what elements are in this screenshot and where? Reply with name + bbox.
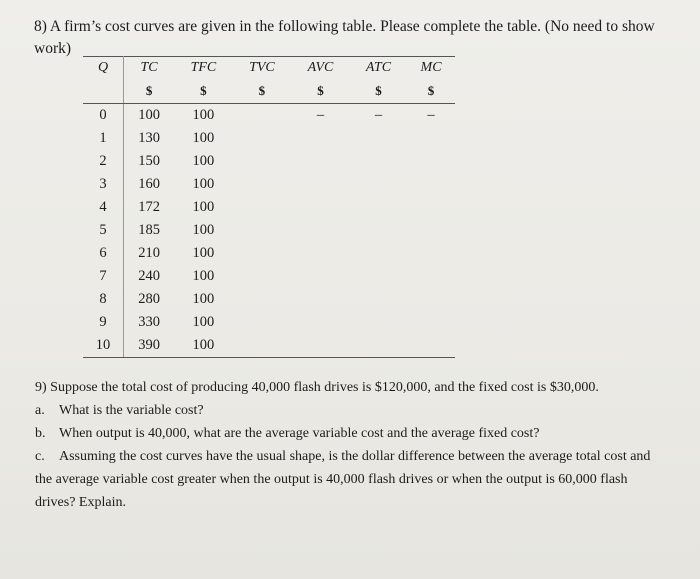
header-q: Q — [83, 57, 124, 80]
cell-avc — [291, 196, 350, 219]
table-row — [83, 334, 455, 358]
cell-atc — [350, 242, 407, 265]
cost-table-container — [83, 56, 455, 358]
cell-avc — [291, 288, 350, 311]
question-8-text: 8) A firm’s cost curves are given in the following table. Please complete the table. (No need to show work) — [34, 18, 655, 57]
cell-atc — [350, 265, 407, 288]
cell-q: 5 — [83, 219, 124, 242]
cost-table — [83, 56, 455, 358]
unit-tc: $ — [124, 79, 175, 104]
header-tvc: TVC — [233, 57, 292, 80]
cell-tc: 100 — [138, 107, 160, 123]
cell-atc: – — [374, 107, 383, 123]
header-tc: TC — [124, 57, 175, 80]
table-row — [83, 288, 455, 311]
cell-q: 4 — [83, 196, 124, 219]
cell-q: 10 — [83, 334, 124, 358]
cell-atc — [350, 150, 407, 173]
cell-atc — [350, 219, 407, 242]
cell-tvc — [233, 265, 292, 288]
cell-tvc — [233, 334, 292, 358]
cell-tvc — [233, 196, 292, 219]
cell-tfc: 100 — [192, 107, 215, 123]
cell-tc: 130 — [138, 130, 160, 146]
cell-tfc: 100 — [192, 176, 215, 192]
cell-tc: 240 — [138, 268, 160, 284]
cell-avc — [291, 150, 350, 173]
cell-mc — [407, 173, 455, 196]
cell-tvc — [233, 104, 292, 128]
cell-tfc: 100 — [192, 291, 215, 307]
cell-avc — [291, 173, 350, 196]
cell-atc — [350, 334, 407, 358]
cell-tfc: 100 — [192, 314, 215, 330]
unit-atc: $ — [350, 79, 407, 104]
cell-tc: 330 — [138, 314, 160, 330]
table-row — [83, 219, 455, 242]
question-9b — [35, 422, 660, 445]
cell-tfc: 100 — [192, 199, 215, 215]
table-row — [83, 196, 455, 219]
header-avc: AVC — [291, 57, 350, 80]
cell-q: 9 — [83, 311, 124, 334]
cell-q: 2 — [83, 150, 124, 173]
cell-tvc — [233, 173, 292, 196]
cell-avc — [291, 127, 350, 150]
cell-atc — [350, 288, 407, 311]
cell-mc — [407, 242, 455, 265]
table-row — [83, 104, 455, 128]
unit-tvc: $ — [233, 79, 292, 104]
question-9b-text: When output is 40,000, what are the average variable cost and the average fixed cost? — [59, 426, 540, 441]
cell-mc — [407, 219, 455, 242]
cell-tvc — [233, 127, 292, 150]
cell-tfc: 100 — [192, 222, 215, 238]
cell-tfc: 100 — [192, 130, 215, 146]
cell-tc: 210 — [138, 245, 160, 261]
cell-avc — [291, 265, 350, 288]
table-row — [83, 311, 455, 334]
cell-avc: – — [316, 107, 325, 123]
cell-mc — [407, 196, 455, 219]
cell-q: 6 — [83, 242, 124, 265]
cell-tfc: 100 — [192, 153, 215, 169]
cell-q: 1 — [83, 127, 124, 150]
cell-q: 0 — [83, 104, 124, 128]
table-body — [83, 104, 455, 358]
header-tfc: TFC — [174, 57, 233, 80]
cell-tc: 185 — [138, 222, 160, 238]
question-9b-label: b. — [35, 426, 46, 441]
table-units-row — [83, 79, 455, 104]
question-9a — [35, 399, 660, 422]
table-row — [83, 242, 455, 265]
header-atc: ATC — [350, 57, 407, 80]
question-9c — [35, 445, 660, 514]
cell-mc — [407, 127, 455, 150]
cell-atc — [350, 127, 407, 150]
header-mc: MC — [407, 57, 455, 80]
cell-tc: 280 — [138, 291, 160, 307]
cell-tc: 150 — [138, 153, 160, 169]
cell-tvc — [233, 288, 292, 311]
cell-tvc — [233, 219, 292, 242]
cell-tc: 172 — [138, 199, 160, 215]
table-row — [83, 127, 455, 150]
cell-avc — [291, 242, 350, 265]
unit-tfc: $ — [174, 79, 233, 104]
cell-tfc: 100 — [192, 245, 215, 261]
question-9c-text: Assuming the cost curves have the usual shape, is the dollar difference between the average total cost and the average variable cost greater when the output is 40,000 flash drives or when the output is 60,000 flash drives? Explain. — [35, 449, 651, 510]
cell-atc — [350, 311, 407, 334]
cell-atc — [350, 196, 407, 219]
question-9c-label: c. — [35, 449, 45, 464]
cell-mc — [407, 311, 455, 334]
cell-q: 7 — [83, 265, 124, 288]
cell-tfc: 100 — [192, 268, 215, 284]
cell-tc: 160 — [138, 176, 160, 192]
cell-avc — [291, 334, 350, 358]
cell-mc — [407, 150, 455, 173]
question-9a-label: a. — [35, 403, 45, 418]
table-row — [83, 150, 455, 173]
cell-tc: 390 — [124, 334, 175, 358]
table-header-row — [83, 57, 455, 80]
cell-atc — [350, 173, 407, 196]
cell-mc — [407, 265, 455, 288]
question-9-intro: 9) Suppose the total cost of producing 40,000 flash drives is $120,000, and the fixed cost is $30,000. — [35, 380, 599, 395]
cell-mc — [407, 288, 455, 311]
cell-mc — [407, 334, 455, 358]
unit-avc: $ — [291, 79, 350, 104]
cell-mc: – — [427, 107, 435, 123]
cell-tfc: 100 — [174, 334, 233, 358]
cell-q: 3 — [83, 173, 124, 196]
cell-tvc — [233, 242, 292, 265]
table-row — [83, 265, 455, 288]
table-row — [83, 173, 455, 196]
unit-mc: $ — [407, 79, 455, 104]
cell-tvc — [233, 150, 292, 173]
question-9a-text: What is the variable cost? — [59, 403, 204, 418]
cell-tvc — [233, 311, 292, 334]
cell-q: 8 — [83, 288, 124, 311]
cell-avc — [291, 219, 350, 242]
cell-avc — [291, 311, 350, 334]
unit-q — [83, 79, 124, 104]
question-9 — [35, 376, 660, 514]
